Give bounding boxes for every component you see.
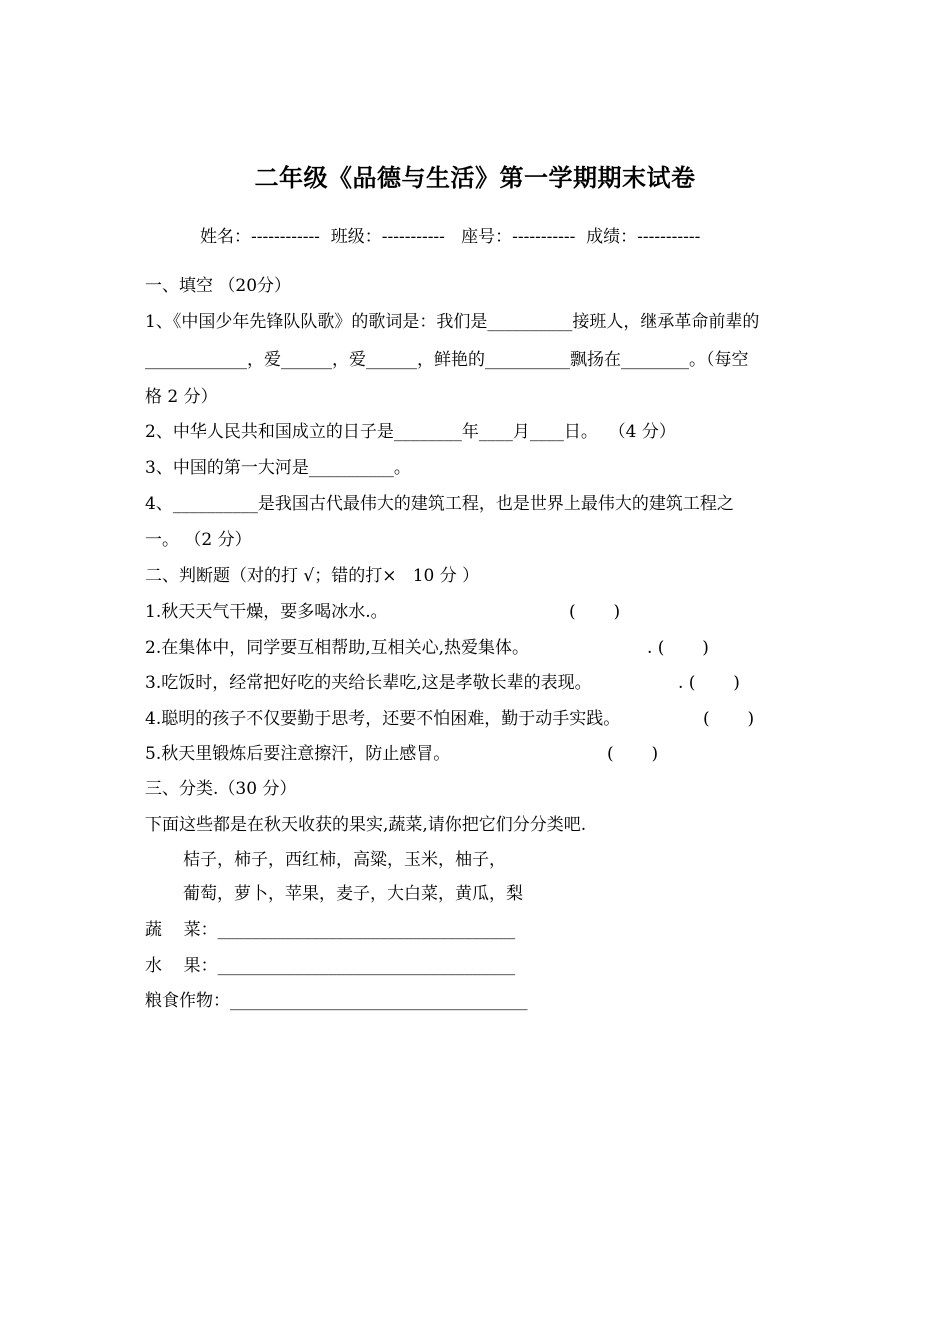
section3-heading: 三、分类.（30 分） — [145, 779, 297, 799]
produce-list-line-1: 桔子，柿子，西红柿，高粱，玉米，柚子， — [183, 850, 506, 870]
question-4-line-1: 4、__________是我国古代最伟大的建筑工程，也是世界上最伟大的建筑工程之 — [145, 494, 734, 514]
judge-item-2: 2.在集体中，同学要互相帮助,互相关心,热爱集体。 — [145, 638, 530, 658]
judge-item-1: 1.秋天天气干燥，要多喝冰水.。 — [145, 602, 388, 622]
question-1-line-1: 1、《中国少年先锋队队歌》的歌词是：我们是__________接班人，继承革命前辈的 — [145, 312, 760, 332]
grains-answer-line: 粮食作物：___________________________________ — [145, 991, 528, 1011]
student-info-line: 姓名：------------ 班级：----------- 座号：----------- 成绩：----------- — [200, 227, 701, 247]
question-3: 3、中国的第一大河是__________。 — [145, 458, 411, 478]
fruits-answer-line: 水 果：___________________________________ — [145, 956, 516, 976]
vegetables-answer-line: 蔬 菜：___________________________________ — [145, 920, 516, 940]
judge-item-5: 5.秋天里锻炼后要注意擦汗，防止感冒。 — [145, 744, 451, 764]
section1-heading: 一、填空 （20分） — [145, 276, 292, 296]
question-2: 2、中华人民共和国成立的日子是________年____月____日。 （4 分） — [145, 422, 676, 442]
judge-answer-1: ( ) — [569, 602, 621, 622]
section2-heading: 二、判断题（对的打 √；错的打× 10 分 ） — [145, 566, 480, 586]
judge-answer-2: . ( ) — [647, 638, 709, 658]
judge-answer-3: . ( ) — [678, 673, 740, 693]
judge-item-4: 4.聪明的孩子不仅要勤于思考，还要不怕困难，勤于动手实践。 — [145, 709, 621, 729]
page-title: 二年级《品德与生活》第一学期期末试卷 — [254, 163, 696, 192]
question-1-line-3: 格 2 分） — [145, 387, 218, 407]
judge-answer-4: ( ) — [703, 709, 755, 729]
question-1-line-2: ____________，爱______，爱______，鲜艳的__________飘扬在________。（每空 — [145, 350, 749, 370]
produce-list-line-2: 葡萄，萝卜，苹果，麦子，大白菜，黄瓜，梨 — [183, 884, 523, 904]
question-4-line-2: 一。 （2 分） — [145, 530, 252, 550]
judge-answer-5: ( ) — [607, 744, 659, 764]
classify-intro: 下面这些都是在秋天收获的果实,蔬菜,请你把它们分分类吧. — [145, 815, 587, 835]
judge-item-3: 3.吃饭时，经常把好吃的夹给长辈吃,这是孝敬长辈的表现。 — [145, 673, 592, 693]
